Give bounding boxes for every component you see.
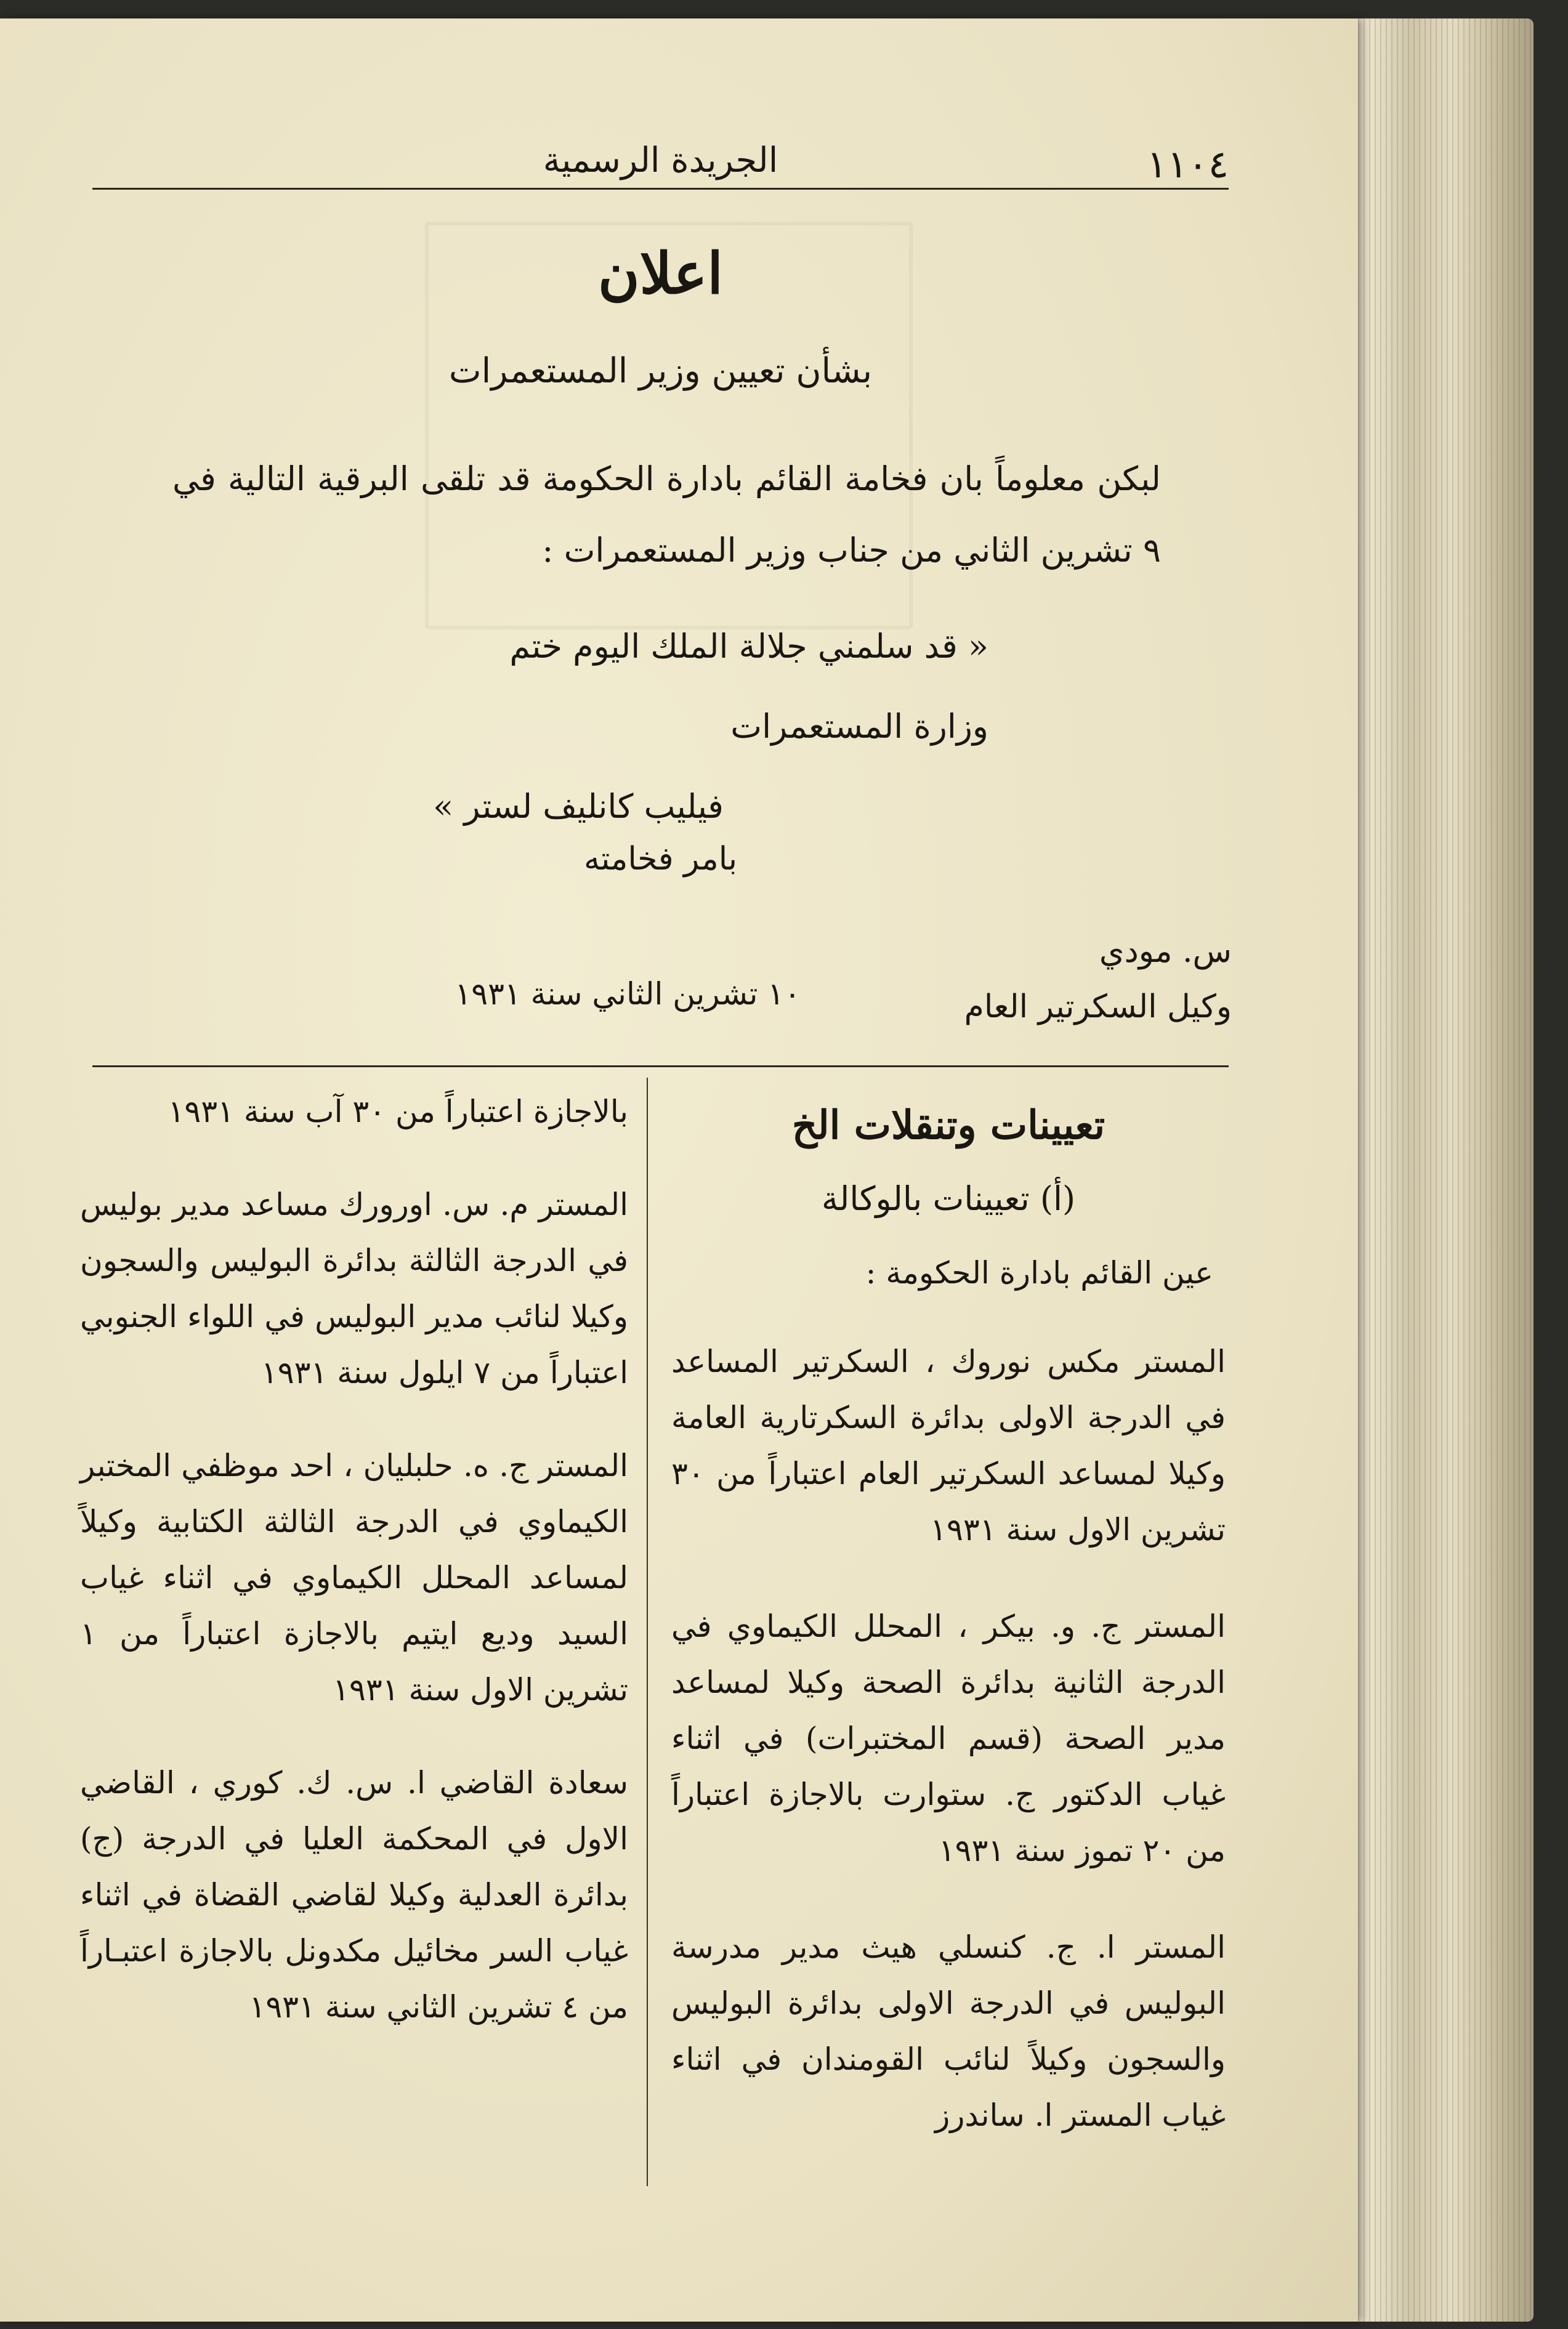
by-order-line: بامر فخامته [583,841,738,878]
notice-body: لبكن معلوماً بان فخامة القائم بادارة الحكومة قد تلقى البرقية التالية في ٩ تشرين الثاني من جناب وزير المستعمرات : [172,459,1161,570]
right-column [671,1102,1226,2184]
signer-name: س. مودي [1099,933,1232,970]
telegram-text: « قد سلمني جلالة الملك اليوم ختم وزارة المستعمرات [509,627,988,746]
telegram-signature: فيليب كانليف لستر » [433,787,724,826]
subsection-title: (أ) تعيينات بالوكالة [821,1179,1076,1218]
appointment-entry: المستر ج. و. بيكر ، المحلل الكيماوي في الدرجة الثانية بدائرة الصحة وكيلا لمساعد مدير الصحة (قسم المختبرات) في اثناء غياب الدكتور ج. ستوارت بالاجازة اعتباراً من ٢٠ تموز سنة ١٩٣١ [671,1609,1226,1868]
column-rule [647,1078,648,2186]
page-number: ١١٠٤ [1146,142,1229,187]
notice-title: اعلان [598,240,723,307]
signer-title: وكيل السكرتير العام [964,988,1232,1025]
signature-block [911,924,1232,1035]
appointment-entry: بالاجازة اعتباراً من ٣٠ آب سنة ١٩٣١ [168,1094,628,1129]
book-page-edges [1330,18,1534,2322]
appointment-entry: سعادة القاضي ا. س. ك. كوري ، القاضي الاول في المحكمة العليا في الدرجة (ج) بدائرة العدلية وكيلا لقاضي القضاة في اثناء غياب السر مخائيل مكدونل بالاجازة اعتبـاراً من ٤ تشرين الثاني سنة ١٩٣١ [80,1765,628,2025]
gazette-title: الجريدة الرسمية [543,140,778,180]
appointment-entry: المستر ج. ه. حلبليان ، احد موظفي المختبر الكيماوي في الدرجة الثالثة الكتابية وكيلاً لمساعد المحلل الكيماوي في اثناء غياب السيد وديع ايتيم بالاجازة اعتباراً من ١ تشرين الاول سنة ١٩٣١ [80,1448,628,1708]
page-header [92,129,1229,190]
notice-date: ١٠ تشرين الثاني سنة ١٩٣١ [455,976,801,1012]
appointment-entry: المستر ا. ج. كنسلي هيث مدير مدرسة البوليس في الدرجة الاولى بدائرة البوليس والسجون وكيلاً لنائب القومندان في اثناء غياب المستر ا. ساندرز [671,1929,1226,2133]
appointment-entry: المستر م. س. اورورك مساعد مدير بوليس في الدرجة الثالثة بدائرة البوليس والسجون وكيلا لنائب مدير البوليس في اللواء الجنوبي اعتباراً من ٧ ايلول سنة ١٩٣١ [80,1187,628,1391]
appointments-intro: عين القائم بادارة الحكومة : [865,1255,1213,1291]
section-divider [92,1065,1229,1067]
telegram-quote [431,607,988,847]
appointment-entry: المستر مكس نوروك ، السكرتير المساعد في الدرجة الاولى بدائرة السكرتارية العامة وكيلا لمساعد السكرتير العام اعتباراً من ٣٠ تشرين الاول سنة ١٩٣١ [671,1344,1226,1548]
section-title: تعيينات وتنقلات الخ [791,1102,1105,1148]
left-column [80,1084,628,2072]
notice-subtitle: بشأن تعيين وزير المستعمرات [448,351,873,391]
gazette-page [0,18,1358,2322]
